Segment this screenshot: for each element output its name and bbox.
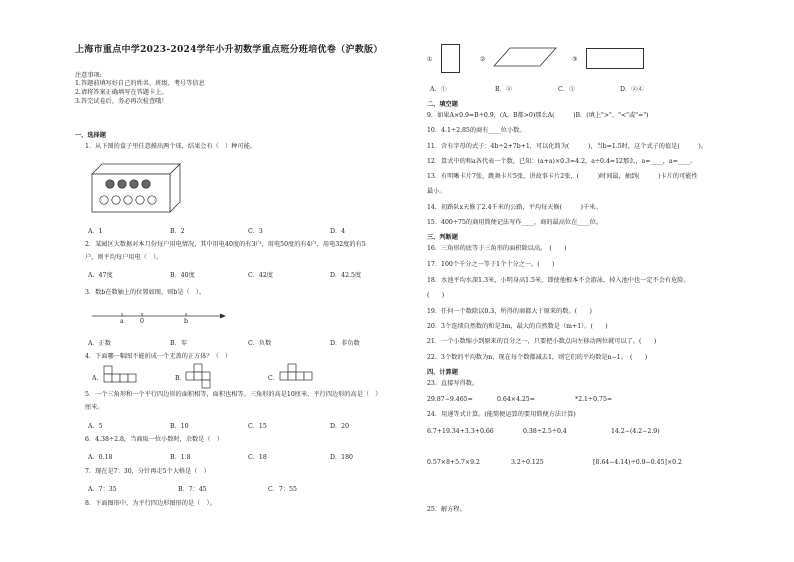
option-a: A．正数 (88, 340, 112, 347)
question-5-stem: 5．一个三角形和一个平行四边形的面积相等，面积也相等。三角形的高是10厘米，平行四边形的高是（ ） (85, 391, 382, 398)
calc-item: 29.87−9.465= (427, 396, 473, 403)
question-2-stem-cont: 户，则平均每户用电（ ）。 (85, 254, 163, 261)
question-13-cont: 最小。 (427, 188, 446, 195)
option-b: B．零 (170, 340, 187, 347)
question-15: 15．400÷75的商用简便记法写作____，商的最高位在____位。 (427, 219, 603, 226)
question-1-stem: 1．从下图的盒子里任意摸出两个球，结果会有（ ）种可能。 (85, 143, 256, 150)
question-5-stem-cont: 厘米。 (85, 404, 104, 411)
option-b: B． (175, 375, 186, 382)
notice-item: 2.请将答案正确填写在答题卡上。 (75, 89, 168, 96)
calc-item: 14.2−(4.2−2.9) (611, 428, 660, 435)
figure-rectangle-wide (586, 48, 644, 69)
axis-label-b: b (184, 318, 188, 325)
option-b: B．40度 (170, 272, 195, 279)
question-13: 13．有明晰卡片7张，跳舞卡片5张，讲故事卡片2张，( )时间最，抽到( )卡片的可能性 (427, 173, 698, 180)
question-6-stem: 6．4.38÷2.8，当商取一位小数时，余数是（ ） (85, 436, 223, 443)
option-a: A．47度 (88, 272, 113, 279)
cube-net-b (186, 364, 226, 388)
option-a: A．① (430, 86, 447, 93)
question-8-stem: 8．下面图形中，为平行四边形图形的是（ ）。 (85, 500, 216, 507)
section-heading: 四、计算题 (427, 369, 458, 376)
cube-net-c (280, 364, 320, 388)
option-c: C．15 (248, 423, 267, 430)
calc-item: 6.7+19.34+3.3+0.66 (427, 428, 494, 435)
question-20: 20．3个连续自然数的和是3m，最大的自然数是（m+1）。( ) (427, 323, 608, 330)
question-17: 17．100个千分之一等于1个十分之一。( ) (427, 261, 555, 268)
figure-label-1: ① (427, 56, 433, 63)
option-c: C． (268, 375, 279, 382)
notice-item: 1.答题前填写好自己的姓名、班级、考号等信息 (75, 80, 205, 87)
ball-box-figure (92, 164, 182, 214)
option-d: D．②④ (620, 86, 644, 93)
calc-item: 3.2÷0.125 (511, 459, 544, 466)
question-16: 16．三角形的底等于三角形的面积除以高。 ( ) (427, 245, 567, 252)
section-heading: 二、填空题 (427, 101, 458, 108)
option-a: A． (92, 375, 103, 382)
axis-label-a: a (120, 318, 124, 325)
calc-item: [8.64−4.14)÷0.9−0.45]×0.2 (593, 459, 682, 466)
question-19: 19．任何一个数除以0.3，所得的商都大于原来的数。( ) (427, 308, 592, 315)
question-24: 24．用递等式计算。(能简便运算的要用简便方法计算) (427, 411, 576, 418)
question-22: 22．3个数的平均数为n，现在每个数都减去1，则它们的平均数是n−1。 ( ) (427, 354, 648, 361)
calc-item: 0.38÷2.5÷0.4 (523, 428, 567, 435)
number-line-figure (92, 312, 232, 328)
option-d: D．180 (330, 454, 353, 461)
figure-parallelogram (494, 48, 558, 68)
option-a: A．1 (88, 228, 103, 235)
option-b: B．2 (170, 228, 185, 235)
question-12: 12．算式中的和a各代表一个数，已知：(a+a)×0.3=4.2，a÷0.4=12那么，a=____，a=____。 (427, 158, 697, 165)
question-18: 18．水池平均水深1.3米，小明身高1.5米，即使他根本不会游泳，掉入池中也一定不会有危险。 (427, 277, 690, 284)
section-heading: 一、选择题 (75, 132, 106, 139)
option-c: C．负数 (248, 340, 272, 347)
question-2-stem: 2．某园区大数据对本月份每户用电情况，其中用电40度的有3户，用电50度的有4户，用电32度的有5 (85, 241, 366, 248)
page-title: 上海市重点中学2023-2024学年小升初数学重点班分班培优卷（沪教版） (75, 45, 383, 55)
option-b: B．② (495, 86, 512, 93)
calc-item: 0.57×8+5.7×9.2 (427, 459, 480, 466)
question-10: 10．4.1÷2.85的商有____位小数。 (427, 127, 526, 134)
option-b: B．1.8 (170, 454, 191, 461)
question-14: 14．初路队x天修了2.4千米的公路，平均每天修( )千米。 (427, 204, 602, 211)
option-a: A．7：35 (88, 486, 117, 493)
question-23: 23．直接写得数。 (427, 380, 479, 387)
option-a: A．5 (88, 423, 103, 430)
question-7-stem: 7．现在是7：30，分针再走5个大格是（ ） (85, 468, 210, 475)
question-25: 25．解方程。 (427, 506, 466, 513)
option-c: C．3 (248, 228, 263, 235)
option-d: D．非负数 (330, 340, 360, 347)
cube-net-a (104, 366, 144, 386)
calc-item: *2.1÷0.75= (575, 396, 613, 403)
calc-item: 0.64×4.25= (497, 396, 535, 403)
option-d: D．42.5度 (330, 272, 362, 279)
question-9: 9．如果A×0.9=B÷0.9，(A，B都>0)那么A( )B．(填上">"、"<"或"=") (427, 112, 649, 119)
option-a: A．0.18 (88, 454, 113, 461)
option-d: D．20 (330, 423, 350, 430)
question-11: 11．含有字母的式子：4b÷2+7b+1，可以化简为( )，当b=1.5时，这个式子的值是( )。 (427, 143, 707, 150)
option-b: B．7：45 (178, 486, 207, 493)
section-heading: 三、判断题 (427, 234, 458, 241)
notice-item: 3.答完试卷后，务必再次检查哦！ (75, 98, 168, 105)
question-4-stem: 4．下面哪一幅图不能折成一个无盖的正方体？（ ） (85, 353, 232, 360)
question-21: 21．一个小数缩小到原来的百分之一，只要把小数点向左移动两位就可以了。( ) (427, 338, 657, 345)
question-18-cont: ( ) (427, 292, 445, 299)
axis-label-0: 0 (140, 318, 144, 325)
figure-rectangle-tall (441, 44, 460, 73)
figure-label-2: ② (480, 56, 486, 63)
option-c: C．42度 (248, 272, 273, 279)
option-d: D．4 (330, 228, 346, 235)
option-c: C．③ (558, 86, 576, 93)
question-3-stem: 3．数b在数轴上的位置如图，则b是（ ）。 (85, 289, 206, 296)
option-c: C．18 (248, 454, 267, 461)
option-c: C．7：55 (268, 486, 297, 493)
option-b: B．10 (170, 423, 189, 430)
figure-label-3: ③ (572, 56, 578, 63)
notice-heading: 注意事项: (75, 72, 102, 79)
